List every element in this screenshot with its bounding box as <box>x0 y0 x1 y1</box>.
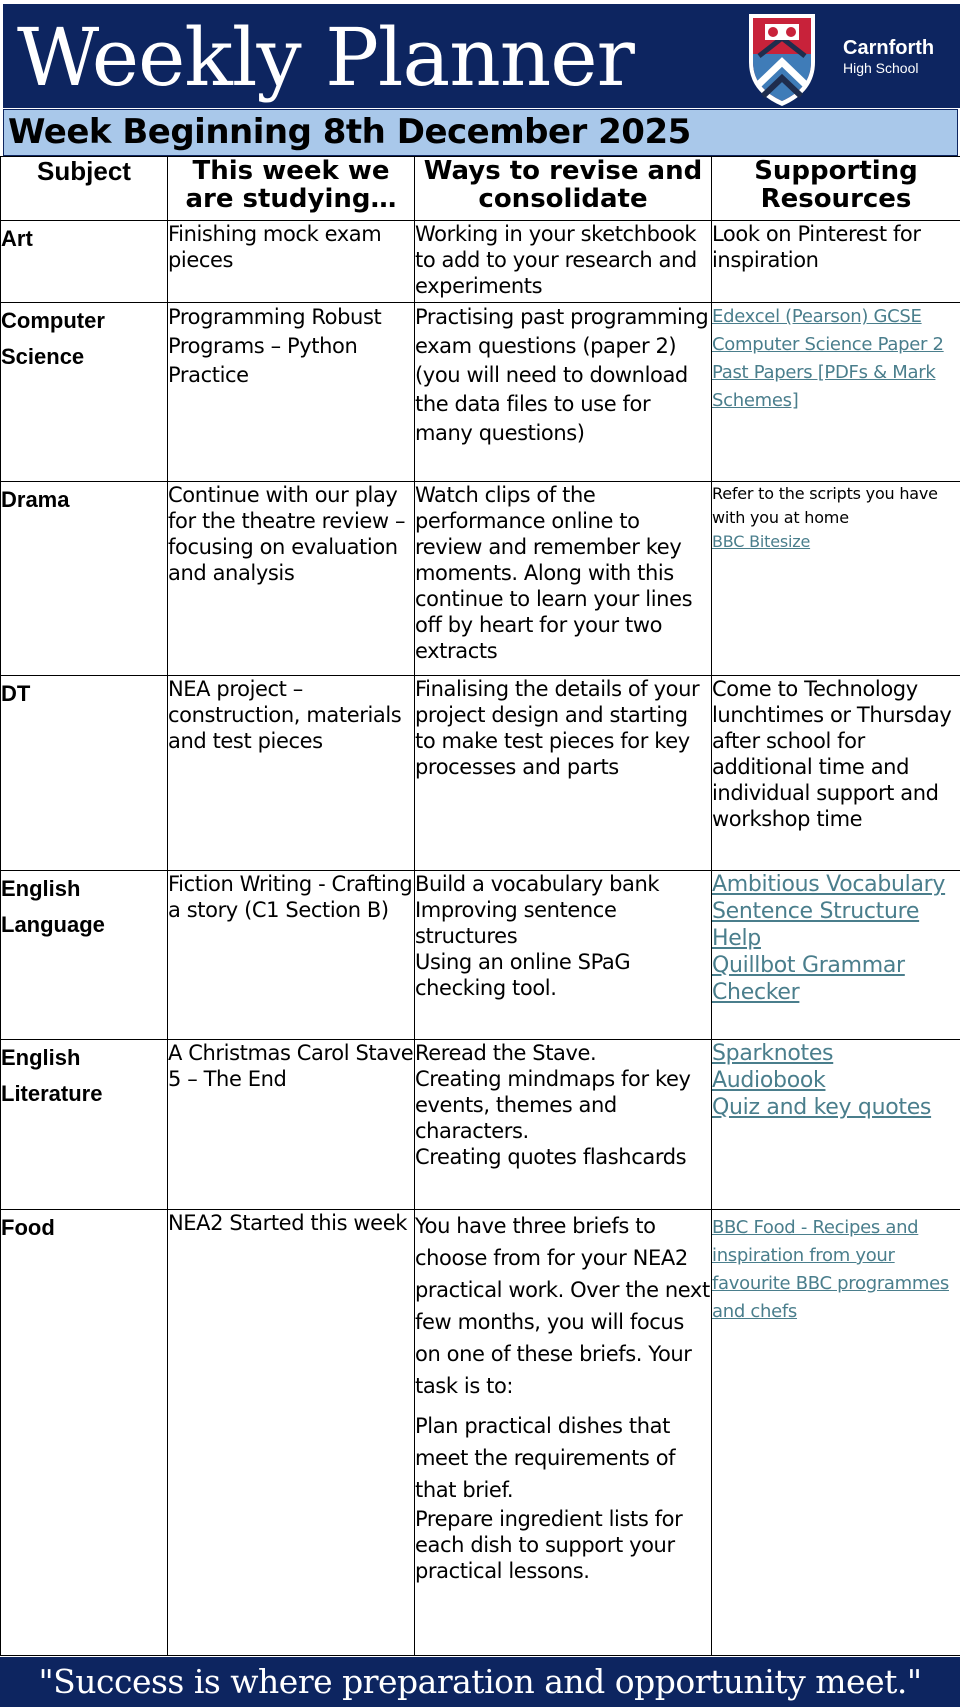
column-header-subject: Subject <box>1 157 168 221</box>
header-band <box>3 4 960 108</box>
revise-cell: You have three briefs to choose from for your NEA2 practical work. Over the next few months, you will focus on one of these briefs. Your task is to: Plan practical dishes that meet the requirements of that brief. Prepare ingredient lists for each dish to support your practical lessons. <box>415 1210 712 1656</box>
resource-link[interactable]: Audiobook <box>712 1068 826 1093</box>
column-header-resources: Supporting Resources <box>712 157 960 221</box>
column-header-studying: This week we are studying… <box>168 157 415 221</box>
subject-cell: English Literature <box>1 1040 168 1210</box>
studying-cell: A Christmas Carol Stave 5 – The End <box>168 1040 415 1210</box>
subject-cell: Computer Science <box>1 303 168 482</box>
column-header-revise: Ways to revise and consolidate <box>415 157 712 221</box>
table-row <box>1 303 960 482</box>
table-row <box>1 1040 960 1210</box>
page-title: Weekly Planner <box>17 11 634 104</box>
resource-link[interactable]: Edexcel (Pearson) GCSE Computer Science Paper 2 Past Papers [PDFs & Mark Schemes] <box>712 306 944 411</box>
resource-link[interactable]: Ambitious Vocabulary <box>712 872 946 897</box>
subject-cell: Food <box>1 1210 168 1656</box>
revise-cell: Finalising the details of your project design and starting to make test pieces for key processes and parts <box>415 676 712 871</box>
revise-cell: Reread the Stave. Creating mindmaps for key events, themes and characters. Creating quotes flashcards <box>415 1040 712 1210</box>
resources-cell: Look on Pinterest for inspiration <box>712 221 960 303</box>
resource-link[interactable]: Sentence Structure Help <box>712 899 920 951</box>
studying-cell: NEA project – construction, materials and test pieces <box>168 676 415 871</box>
revise-cell: Practising past programming exam questions (paper 2) (you will need to download the data files to use for many questions) <box>415 303 712 482</box>
table-header-row <box>1 157 960 221</box>
resources-cell <box>712 871 960 1040</box>
studying-cell: NEA2 Started this week <box>168 1210 415 1656</box>
table-row <box>1 482 960 676</box>
planner-table <box>0 156 960 1656</box>
subject-cell: Art <box>1 221 168 303</box>
studying-cell: Continue with our play for the theatre review – focusing on evaluation and analysis <box>168 482 415 676</box>
resource-link[interactable]: Quiz and key quotes <box>712 1095 932 1120</box>
resources-cell: Come to Technology lunchtimes or Thursday after school for additional time and individual support and workshop time <box>712 676 960 871</box>
resource-link[interactable]: Quillbot Grammar Checker <box>712 953 905 1005</box>
resources-cell <box>712 1040 960 1210</box>
table-row <box>1 676 960 871</box>
header <box>0 0 960 108</box>
resources-cell <box>712 1210 960 1656</box>
week-label: Week Beginning 8th December 2025 <box>8 112 691 152</box>
resource-link[interactable]: BBC Bitesize <box>712 532 811 551</box>
school-crest-icon <box>743 10 821 110</box>
revise-cell: Build a vocabulary bank Improving sentence structures Using an online SPaG checking tool. <box>415 871 712 1040</box>
studying-cell: Fiction Writing - Crafting a story (C1 Section B) <box>168 871 415 1040</box>
resource-link[interactable]: BBC Food - Recipes and inspiration from your favourite BBC programmes and chefs <box>712 1217 949 1322</box>
subject-cell: Drama <box>1 482 168 676</box>
table-row <box>1 1210 960 1656</box>
resources-cell <box>712 303 960 482</box>
resource-link[interactable]: Sparknotes <box>712 1041 834 1066</box>
subject-cell: English Language <box>1 871 168 1040</box>
footer-banner <box>0 1657 960 1707</box>
footer-quote: "Success is where preparation and opportunity meet." <box>38 1662 922 1701</box>
week-banner <box>3 109 958 156</box>
table-row <box>1 871 960 1040</box>
revise-cell: Working in your sketchbook to add to your research and experiments <box>415 221 712 303</box>
studying-cell: Programming Robust Programs – Python Practice <box>168 303 415 482</box>
subject-cell: DT <box>1 676 168 871</box>
table-row <box>1 221 960 303</box>
studying-cell: Finishing mock exam pieces <box>168 221 415 303</box>
school-name: Carnforth High School <box>843 37 935 76</box>
resources-cell: Refer to the scripts you have with you at home BBC Bitesize <box>712 482 960 676</box>
revise-cell: Watch clips of the performance online to review and remember key moments. Along with this continue to learn your lines off by heart for your two extracts <box>415 482 712 676</box>
